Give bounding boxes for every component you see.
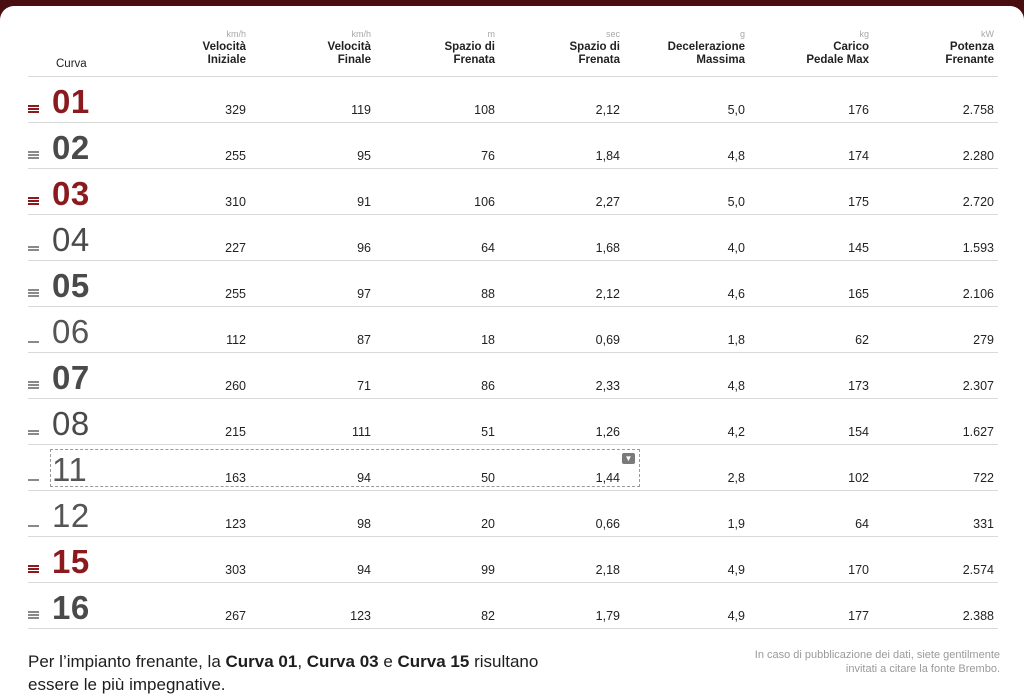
table-cell: 64 [481, 241, 495, 255]
table-cell: 154 [848, 425, 869, 439]
row-selection-box[interactable] [50, 449, 640, 487]
table-cell: 106 [474, 195, 495, 209]
source-note: In caso di pubblicazione dei dati, siete gentilmente invitati a citare la fonte Brembo. [754, 649, 1000, 675]
table-cell: 18 [481, 333, 495, 347]
table-cell: 1,68 [595, 241, 620, 255]
table-cell: 112 [226, 333, 246, 347]
table-cell: 1,79 [595, 609, 620, 623]
curva-number: 16 [52, 589, 90, 626]
column-label: Velocità [202, 41, 246, 53]
table-cell: 174 [848, 149, 869, 163]
table-cell: 4,9 [727, 609, 745, 623]
column-label: Finale [337, 54, 371, 66]
table-cell: 310 [225, 195, 246, 209]
table-cell: 2,18 [595, 563, 620, 577]
table-cell: 1,8 [727, 333, 745, 347]
table-cell: 99 [481, 563, 495, 577]
summary-text: Per l’impianto frenante, la Curva 01, Curva 03 e Curva 15 risultano essere le più impegnative. [28, 652, 539, 694]
column-label: Carico [833, 41, 869, 53]
table-cell: 2.574 [962, 563, 994, 577]
table-cell: 2,27 [595, 195, 620, 209]
column-label: Frenante [945, 54, 994, 66]
table-cell: 165 [848, 287, 869, 301]
table-cell: 102 [848, 471, 869, 485]
highlight-curva-01: Curva 01 [225, 652, 298, 671]
table-cell: 82 [481, 609, 495, 623]
column-unit: kg [859, 29, 869, 39]
curva-number: 05 [52, 267, 90, 304]
column-unit: g [739, 29, 745, 39]
table-cell: 119 [351, 103, 371, 117]
table-row [28, 445, 998, 491]
table-cell: 0,69 [595, 333, 620, 347]
table-cell: 98 [357, 517, 371, 531]
column-header [261, 28, 371, 67]
column-unit: sec [605, 29, 620, 39]
brake-data-card [0, 6, 1024, 698]
column-label: Decelerazione [667, 41, 745, 53]
intensity-bars-icon [28, 524, 39, 527]
table-row [28, 123, 998, 169]
table-cell: 1,26 [595, 425, 620, 439]
column-label: Spazio di [569, 41, 620, 53]
table-cell: 123 [350, 609, 371, 623]
table-cell: 111 [351, 425, 371, 439]
column-header [136, 28, 246, 67]
column-unit: km/h [226, 29, 246, 39]
column-header [759, 28, 869, 67]
intensity-bars-icon [28, 380, 39, 389]
table-cell: 4,2 [727, 425, 745, 439]
brake-table [28, 28, 998, 629]
table-cell: 4,0 [727, 241, 745, 255]
column-header [635, 28, 745, 67]
table-row [28, 215, 998, 261]
table-cell: 722 [973, 471, 994, 485]
table-cell: 94 [357, 471, 371, 485]
table-row [28, 261, 998, 307]
table-cell: 303 [225, 563, 246, 577]
table-cell: 267 [225, 609, 246, 623]
table-cell: 97 [357, 287, 371, 301]
table-cell: 64 [855, 517, 869, 531]
table-cell: 96 [357, 241, 371, 255]
table-cell: 0,66 [595, 517, 620, 531]
table-cell: 2,12 [595, 287, 620, 301]
table-cell: 88 [481, 287, 495, 301]
table-cell: 4,8 [727, 149, 745, 163]
table-cell: 2.307 [962, 379, 994, 393]
table-cell: 91 [357, 195, 371, 209]
table-cell: 227 [225, 241, 246, 255]
intensity-bars-icon [28, 429, 39, 435]
intensity-bars-icon [28, 288, 39, 297]
column-unit: km/h [351, 29, 371, 39]
curva-number: 11 [52, 451, 88, 488]
table-cell: 1,44 [595, 471, 620, 485]
table-cell: 123 [225, 517, 246, 531]
table-cell: 163 [225, 471, 246, 485]
table-cell: 4,9 [727, 563, 745, 577]
column-label: Massima [696, 54, 745, 66]
table-cell: 5,0 [727, 103, 745, 117]
table-cell: 260 [225, 379, 246, 393]
table-cell: 2,12 [595, 103, 620, 117]
table-cell: 2.758 [962, 103, 994, 117]
table-cell: 51 [481, 425, 495, 439]
curva-number: 03 [52, 175, 90, 212]
table-cell: 94 [357, 563, 371, 577]
table-cell: 176 [848, 103, 869, 117]
table-cell: 87 [357, 333, 371, 347]
curva-number: 02 [52, 129, 90, 166]
column-label: Iniziale [207, 54, 246, 66]
table-cell: 108 [474, 103, 495, 117]
table-cell: 215 [225, 425, 246, 439]
intensity-bars-icon [28, 150, 39, 159]
intensity-bars-icon [28, 564, 39, 573]
table-row [28, 537, 998, 583]
table-cell: 71 [357, 379, 371, 393]
table-cell: 5,0 [727, 195, 745, 209]
table-cell: 173 [848, 379, 869, 393]
table-cell: 279 [973, 333, 994, 347]
intensity-bars-icon [28, 610, 39, 619]
table-cell: 145 [848, 241, 869, 255]
table-cell: 4,6 [727, 287, 745, 301]
highlight-curva-15: Curva 15 [397, 652, 470, 671]
table-cell: 20 [481, 517, 495, 531]
table-header [28, 28, 998, 77]
column-label: Frenata [453, 54, 495, 66]
column-header [510, 28, 620, 67]
table-cell: 1,84 [595, 149, 620, 163]
table-row [28, 583, 998, 629]
curva-number: 06 [52, 313, 90, 350]
table-row [28, 169, 998, 215]
column-label: Potenza [949, 41, 994, 53]
table-body [28, 77, 998, 629]
table-cell: 1.627 [962, 425, 994, 439]
column-label: Velocità [327, 41, 371, 53]
table-cell: 329 [225, 103, 246, 117]
curva-number: 01 [52, 83, 90, 120]
intensity-bars-icon [28, 245, 39, 251]
table-cell: 255 [225, 287, 246, 301]
column-header [884, 28, 994, 67]
column-label: Frenata [578, 54, 620, 66]
table-cell: 177 [848, 609, 869, 623]
column-label: Pedale Max [806, 54, 869, 66]
table-cell: 2.720 [962, 195, 994, 209]
table-cell: 175 [848, 195, 869, 209]
table-cell: 1.593 [962, 241, 994, 255]
intensity-bars-icon [28, 104, 39, 113]
table-cell: 331 [973, 517, 994, 531]
table-row [28, 353, 998, 399]
table-cell: 2,8 [727, 471, 745, 485]
table-cell: 2.388 [962, 609, 994, 623]
table-cell: 4,8 [727, 379, 745, 393]
table-cell: 95 [357, 149, 371, 163]
table-cell: 50 [481, 471, 495, 485]
curva-number: 08 [52, 405, 90, 442]
curva-number: 04 [52, 221, 90, 258]
column-unit: m [487, 29, 495, 39]
table-cell: 170 [848, 563, 869, 577]
intensity-bars-icon [28, 196, 39, 205]
curva-header: Curva [56, 58, 87, 70]
intensity-bars-icon [28, 340, 39, 343]
column-header [385, 28, 495, 67]
curva-number: 12 [52, 497, 90, 534]
curva-number: 15 [52, 543, 90, 580]
table-cell: 76 [481, 149, 495, 163]
table-cell: 2,33 [595, 379, 620, 393]
table-row [28, 491, 998, 537]
table-cell: 1,9 [727, 517, 745, 531]
table-cell: 62 [855, 333, 869, 347]
column-unit: kW [981, 29, 994, 39]
curva-number: 07 [52, 359, 90, 396]
table-row [28, 307, 998, 353]
table-row [28, 399, 998, 445]
table-row [28, 77, 998, 123]
highlight-curva-03: Curva 03 [306, 652, 379, 671]
column-label: Spazio di [444, 41, 495, 53]
chevron-down-icon[interactable]: ▼ [622, 453, 635, 464]
table-cell: 255 [225, 149, 246, 163]
table-cell: 86 [481, 379, 495, 393]
table-cell: 2.106 [962, 287, 994, 301]
intensity-bars-icon [28, 478, 39, 481]
table-cell: 2.280 [962, 149, 994, 163]
